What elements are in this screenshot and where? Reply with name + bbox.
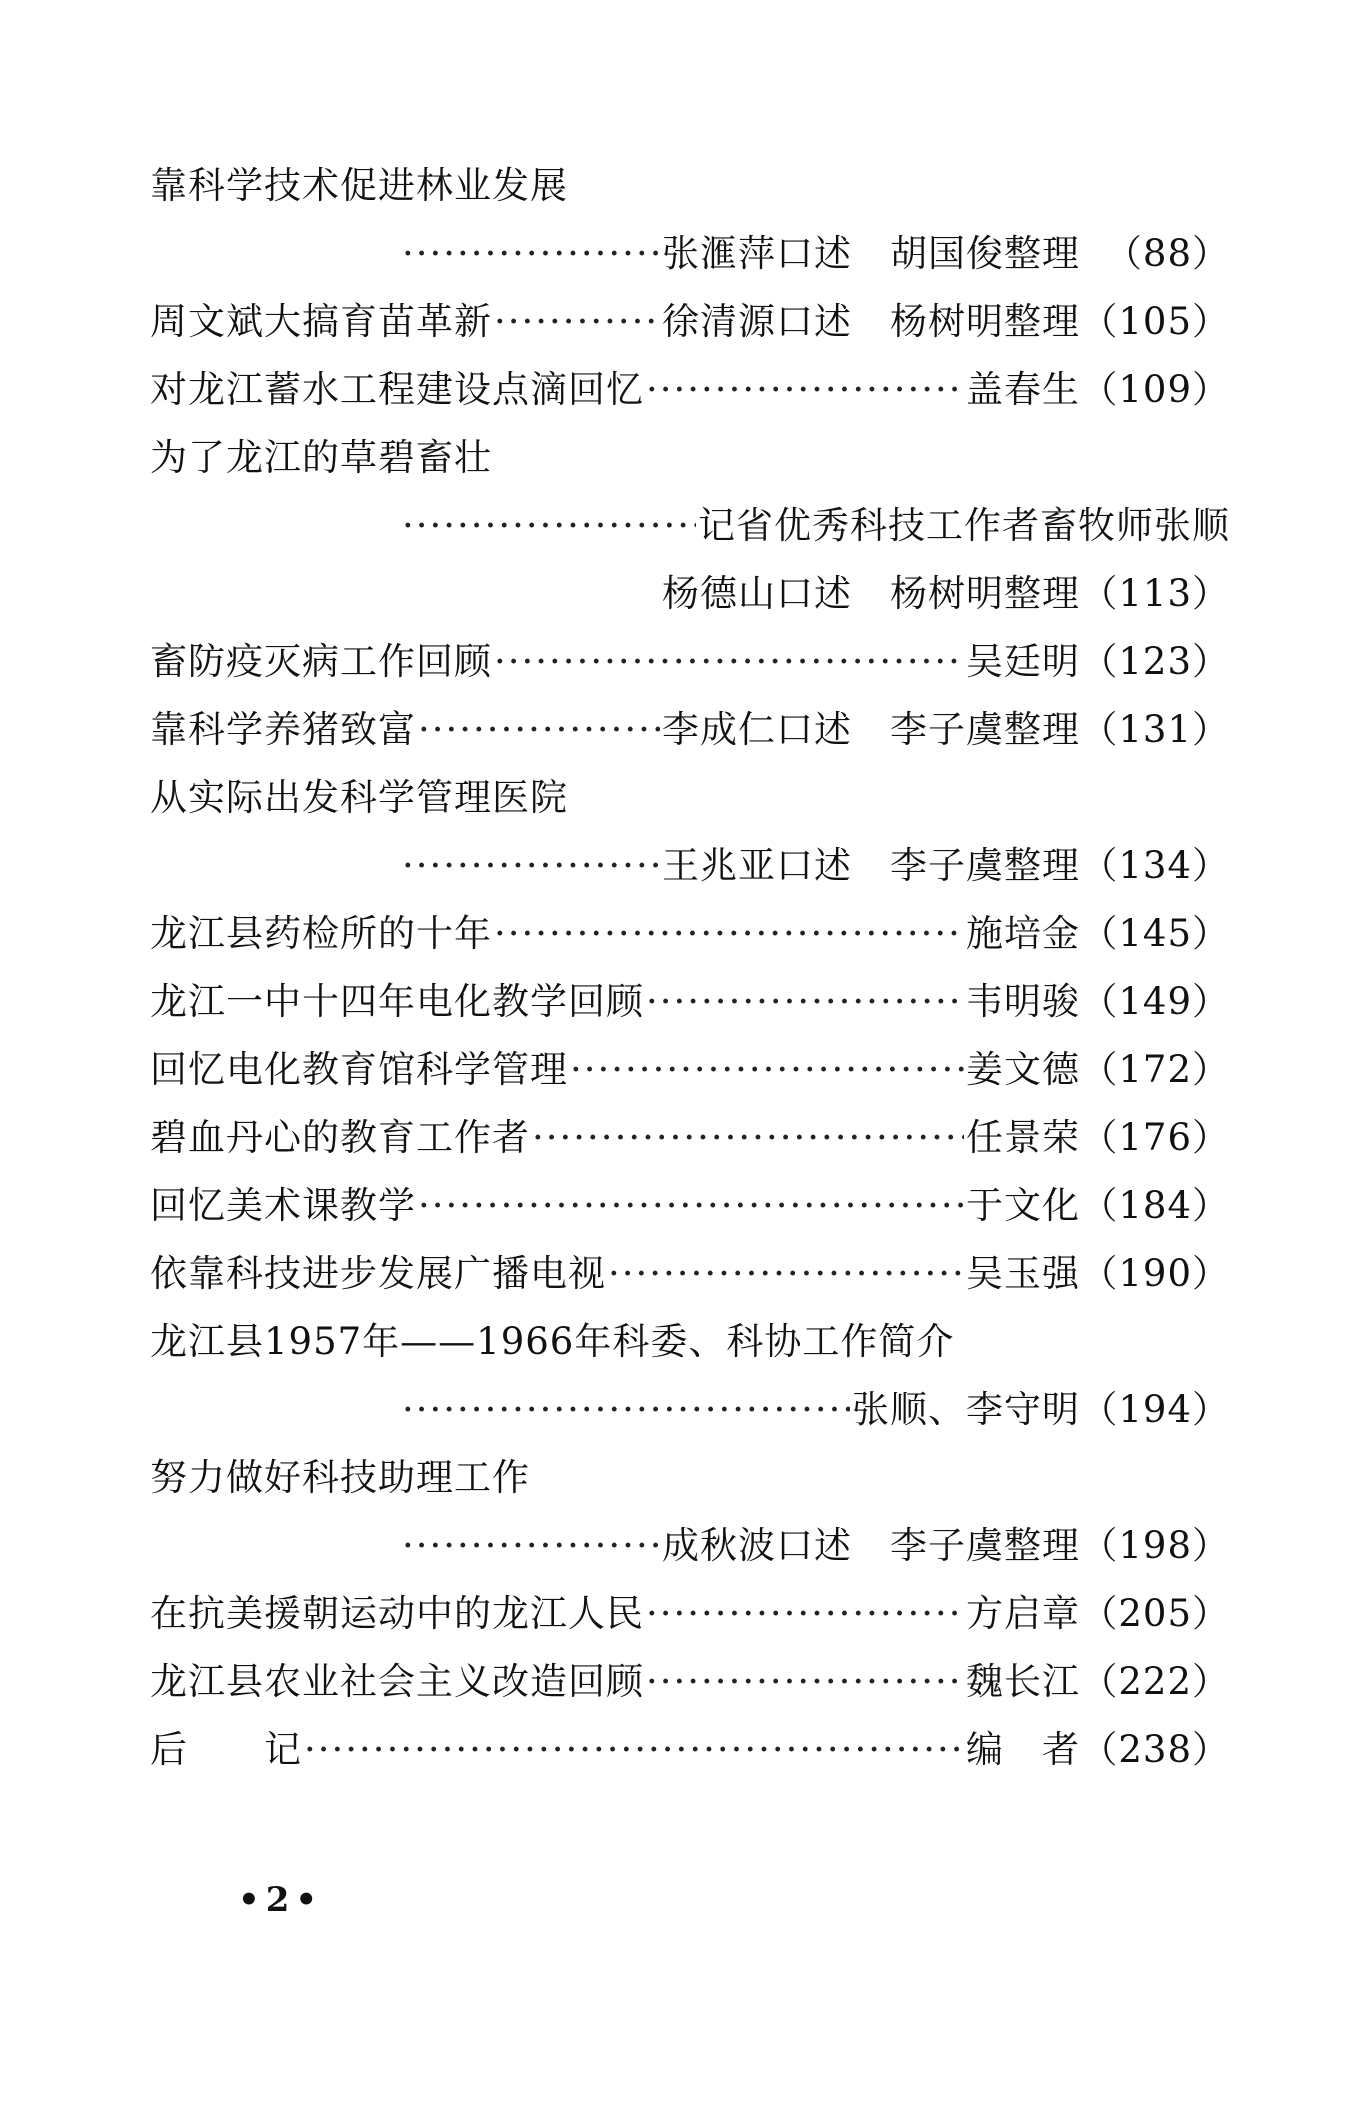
- leader-dots: [494, 296, 660, 348]
- toc-entry-page: （134）: [1080, 844, 1230, 887]
- toc-entry-author: 任景荣: [966, 1116, 1080, 1159]
- toc-entry-author: 吴玉强: [966, 1252, 1080, 1295]
- leader-dots: [402, 228, 660, 280]
- toc-entry: [150, 364, 1230, 416]
- toc-entry-author: 王兆亚口述 李子虞整理: [662, 844, 1080, 887]
- toc-entry: [150, 1248, 1230, 1300]
- toc-entry-title: 对龙江蓄水工程建设点滴回忆: [150, 368, 644, 411]
- toc-entry: [150, 1588, 1230, 1640]
- leader-dots: [532, 1112, 964, 1164]
- toc-entry-page: （198）: [1080, 1524, 1230, 1567]
- toc-entry-page: （238）: [1080, 1728, 1230, 1771]
- page-number: •2•: [238, 1880, 324, 1920]
- toc-entry: [150, 1112, 1230, 1164]
- toc-entry-page: （172）: [1080, 1048, 1230, 1091]
- leader-dots: [402, 1520, 660, 1572]
- toc-entry-title: 努力做好科技助理工作: [150, 1456, 530, 1499]
- toc-entry-page: （123）: [1080, 640, 1230, 683]
- toc-entry: [150, 568, 1230, 620]
- toc-entry-author: 成秋波口述 李子虞整理: [662, 1524, 1080, 1567]
- toc-entry-page: （222）: [1080, 1660, 1230, 1703]
- toc-entry-title: 畜防疫灭病工作回顾: [150, 640, 492, 683]
- toc-entry-author: 于文化: [966, 1184, 1080, 1227]
- toc-entry: [150, 840, 1230, 892]
- toc-entry: [150, 1520, 1230, 1572]
- toc-entry-author: 魏长江: [966, 1660, 1080, 1703]
- toc-entry-title: 回忆电化教育馆科学管理: [150, 1048, 568, 1091]
- toc-entry: [150, 296, 1230, 348]
- toc-entry-title: 回忆美术课教学: [150, 1184, 416, 1227]
- toc-entry: [150, 1724, 1230, 1776]
- toc-entry: [150, 500, 1230, 552]
- toc-entry-author: 杨德山口述 杨树明整理: [662, 572, 1080, 615]
- toc-entry-title: 依靠科技进步发展广播电视: [150, 1252, 606, 1295]
- toc-entry-author: 李成仁口述 李子虞整理: [662, 708, 1080, 751]
- leader-dots: [418, 1180, 964, 1232]
- toc-entry-page: （109）: [1080, 368, 1230, 411]
- toc-entry-page: （176）: [1080, 1116, 1230, 1159]
- toc-entry: [150, 432, 1230, 484]
- toc-entry: [150, 908, 1230, 960]
- leader-dots: [646, 364, 964, 416]
- leader-dots: [646, 1656, 964, 1708]
- toc-entry-author: 记省优秀科技工作者畜牧师张顺: [698, 504, 1230, 547]
- toc-entry-page: （194）: [1080, 1388, 1230, 1431]
- toc-entry-title: 后 记: [150, 1728, 302, 1771]
- leader-dots: [570, 1044, 964, 1096]
- toc-entry-author: 盖春生: [966, 368, 1080, 411]
- toc-entry-page: （184）: [1080, 1184, 1230, 1227]
- toc-entry-author: 方启章: [966, 1592, 1080, 1635]
- toc-entry-title: 碧血丹心的教育工作者: [150, 1116, 530, 1159]
- leader-dots: [608, 1248, 964, 1300]
- leader-dots: [646, 976, 964, 1028]
- toc-entry-page: （190）: [1080, 1252, 1230, 1295]
- toc-entry: [150, 1180, 1230, 1232]
- toc-entry: [150, 1316, 1230, 1368]
- toc-entry-author: 张顺、李守明: [852, 1388, 1080, 1431]
- toc-entry-author: 吴廷明: [966, 640, 1080, 683]
- toc-entry-title: 龙江县农业社会主义改造回顾: [150, 1660, 644, 1703]
- toc-entry: [150, 1044, 1230, 1096]
- toc-entry: [150, 704, 1230, 756]
- leader-dots: [646, 1588, 964, 1640]
- leader-dots: [418, 704, 660, 756]
- toc-entry-page: （149）: [1080, 980, 1230, 1023]
- toc-entry: [150, 228, 1230, 280]
- toc-entry-author: 张滙萍口述 胡国俊整理: [662, 232, 1080, 275]
- toc-entry-author: 施培金: [966, 912, 1080, 955]
- toc-entry-page: （145）: [1080, 912, 1230, 955]
- toc-entry-title: 为了龙江的草碧畜壮: [150, 436, 492, 479]
- toc-entry-page: （105）: [1080, 300, 1230, 343]
- toc-entry: [150, 772, 1230, 824]
- leader-dots: [402, 840, 660, 892]
- toc-entry-author: 徐清源口述 杨树明整理: [662, 300, 1080, 343]
- toc-entry-author: 编 者: [966, 1728, 1080, 1771]
- toc-entry-title: 龙江一中十四年电化教学回顾: [150, 980, 644, 1023]
- toc-entry-title: 从实际出发科学管理医院: [150, 776, 568, 819]
- toc-entry-title: 靠科学技术促进林业发展: [150, 164, 568, 207]
- toc-entry-page: （88）: [1104, 232, 1230, 275]
- toc-entry: [150, 160, 1230, 212]
- toc-entry-author: 姜文德: [966, 1048, 1080, 1091]
- toc-entry: [150, 976, 1230, 1028]
- toc-entry-page: （113）: [1080, 572, 1230, 615]
- toc-entry-author: 韦明骏: [966, 980, 1080, 1023]
- toc-entry-page: （205）: [1080, 1592, 1230, 1635]
- toc-entry-title: 龙江县1957年——1966年科委、科协工作简介: [150, 1320, 955, 1363]
- leader-dots: [494, 908, 964, 960]
- toc-entry-title: 龙江县药检所的十年: [150, 912, 492, 955]
- toc-entry: [150, 1452, 1230, 1504]
- toc-entry-page: （131）: [1080, 708, 1230, 751]
- toc-entry-title: 在抗美援朝运动中的龙江人民: [150, 1592, 644, 1635]
- toc-entry: [150, 636, 1230, 688]
- leader-dots: [402, 500, 696, 552]
- leader-dots: [494, 636, 964, 688]
- toc-entry: [150, 1384, 1230, 1436]
- toc-entry-title: 周文斌大搞育苗革新: [150, 300, 492, 343]
- leader-dots: [304, 1724, 964, 1776]
- leader-dots: [402, 1384, 850, 1436]
- toc-entry-title: 靠科学养猪致富: [150, 708, 416, 751]
- toc-entry: [150, 1656, 1230, 1708]
